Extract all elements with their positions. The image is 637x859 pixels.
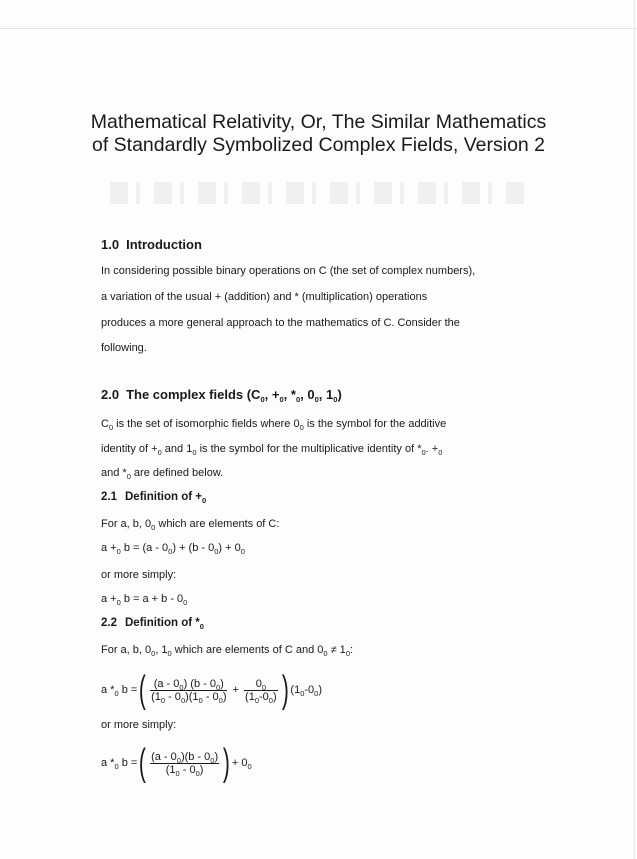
equation-add-long bbox=[101, 542, 245, 554]
t: -0 bbox=[259, 690, 269, 703]
star-symbol: * bbox=[290, 387, 296, 402]
subscript: 0 bbox=[160, 695, 166, 705]
subscript: 0 bbox=[195, 768, 200, 778]
subscript: 0 bbox=[314, 688, 319, 698]
eq-part: b = (a - 0 bbox=[120, 542, 169, 554]
numerator bbox=[150, 751, 219, 764]
section-number: 1.0 bbox=[101, 237, 120, 252]
fraction bbox=[150, 751, 219, 776]
subscript: 0 bbox=[157, 448, 162, 457]
t: )(1 bbox=[185, 690, 199, 703]
eq-part: -0 bbox=[304, 683, 315, 696]
subscript: 0 bbox=[114, 761, 119, 771]
eq-part: a + bbox=[101, 542, 117, 554]
t: ) bbox=[220, 677, 224, 690]
paragraph-line bbox=[101, 517, 279, 531]
text: C bbox=[101, 418, 109, 430]
section-heading-complex-fields bbox=[101, 387, 342, 402]
subscript: 0 bbox=[116, 598, 121, 607]
text: , 1 bbox=[155, 644, 168, 656]
text: are defined below. bbox=[130, 467, 224, 479]
paragraph-line bbox=[101, 643, 353, 657]
left-paren: ( bbox=[139, 742, 147, 784]
punct: , bbox=[300, 387, 304, 402]
one-symbol: 1 bbox=[326, 387, 334, 402]
t: (1 bbox=[165, 763, 176, 776]
subscript: 0 bbox=[198, 695, 203, 705]
eq-part: b = a + b - 0 bbox=[120, 593, 184, 605]
subscript: 0 bbox=[151, 649, 156, 658]
subscript: 0 bbox=[183, 598, 188, 607]
subscript: 0 bbox=[295, 395, 301, 404]
subscript: 0 bbox=[167, 649, 172, 658]
plus-symbol: + bbox=[232, 683, 239, 696]
t: - 0 bbox=[202, 690, 219, 703]
subscript: 0 bbox=[260, 395, 265, 404]
section-number: 2.1 bbox=[101, 491, 117, 503]
eq-part: a * bbox=[101, 683, 115, 696]
eq-part: b = bbox=[118, 683, 138, 696]
subscript: 0 bbox=[175, 768, 180, 778]
t: )(b - 0 bbox=[180, 750, 211, 763]
equation-mult-simple bbox=[101, 742, 252, 784]
subscript: 0 bbox=[261, 682, 266, 692]
fraction bbox=[150, 678, 227, 703]
t: - 0 bbox=[179, 763, 196, 776]
subscript: 0 bbox=[300, 688, 305, 698]
subscript: 0 bbox=[218, 695, 223, 705]
punct: , bbox=[318, 387, 323, 402]
equation-mult-long bbox=[101, 669, 322, 711]
subscript: 0 bbox=[268, 695, 273, 705]
t: (a - 0 bbox=[153, 677, 180, 690]
subscript: 0 bbox=[299, 423, 304, 432]
text: is the symbol for the multiplicative identity of * bbox=[196, 443, 422, 455]
paragraph-line: or more simply: bbox=[101, 569, 177, 581]
section-number: 2.2 bbox=[101, 617, 117, 629]
eq-part: ) + 0 bbox=[218, 542, 241, 554]
right-paren: ) bbox=[223, 742, 230, 784]
subscript: 0 bbox=[333, 395, 338, 404]
paragraph-line: In considering possible binary operations on C (the set of complex numbers), bbox=[101, 265, 476, 277]
paragraph-line: a variation of the usual + (addition) and * (multiplication) operations bbox=[101, 291, 428, 303]
paragraph-line: or more simply: bbox=[101, 719, 177, 731]
section-heading-introduction bbox=[101, 237, 202, 252]
punct: , bbox=[283, 387, 288, 402]
subscript: 0 bbox=[438, 448, 443, 457]
eq-part: ) bbox=[318, 683, 322, 696]
eq-part: (1 bbox=[290, 683, 301, 696]
subscript: 0 bbox=[201, 496, 207, 505]
numerator bbox=[150, 678, 227, 691]
page-top-edge bbox=[0, 28, 637, 29]
paragraph-line: produces a more general approach to the mathematics of C. Consider the bbox=[101, 317, 460, 329]
numerator bbox=[244, 678, 278, 691]
plus-symbol: + bbox=[271, 387, 280, 402]
eq-part: a * bbox=[101, 756, 115, 769]
text: . + bbox=[425, 443, 439, 455]
document-title-line-1: Mathematical Relativity, Or, The Similar Mathematics bbox=[90, 111, 547, 133]
subscript: 0 bbox=[421, 448, 426, 457]
text: which are elements of C and 0 bbox=[171, 644, 324, 656]
eq-part: + 0 bbox=[231, 756, 248, 769]
text: and * bbox=[101, 467, 127, 479]
section-title: Definition of * bbox=[125, 617, 200, 629]
document-title-line-2: of Standardly Symbolized Complex Fields, Version 2 bbox=[91, 134, 546, 156]
right-paren: ) bbox=[281, 669, 289, 711]
denominator bbox=[150, 691, 227, 703]
paragraph-line bbox=[101, 417, 446, 431]
punct: , bbox=[264, 387, 269, 402]
zero-symbol: 0 bbox=[307, 387, 315, 402]
subscript: 0 bbox=[180, 695, 186, 705]
subscript: 0 bbox=[314, 395, 319, 404]
t: ) bbox=[222, 690, 227, 703]
eq-part: a + bbox=[101, 593, 117, 605]
subscript: 0 bbox=[240, 547, 245, 556]
paragraph-line: following. bbox=[101, 342, 147, 354]
subscript: 0 bbox=[323, 649, 328, 658]
section-title: The complex fields (C bbox=[126, 387, 261, 402]
paragraph-line bbox=[101, 466, 223, 480]
paragraph-line bbox=[101, 442, 442, 456]
t: ) bbox=[199, 763, 204, 776]
subscript: 0 bbox=[345, 649, 350, 658]
subscript: 0 bbox=[151, 523, 156, 532]
subscript: 0 bbox=[108, 423, 114, 432]
punct: ) bbox=[337, 387, 342, 402]
fraction bbox=[244, 678, 278, 703]
text: is the symbol for the additive bbox=[303, 418, 447, 430]
subscript: 0 bbox=[192, 448, 197, 457]
t: ) bbox=[214, 750, 219, 763]
section-title: Introduction bbox=[126, 237, 202, 252]
subsection-heading-2-2 bbox=[101, 617, 204, 629]
subscript: 0 bbox=[176, 755, 181, 765]
denominator bbox=[244, 691, 278, 703]
text: identity of + bbox=[101, 443, 158, 455]
eq-part: ) + (b - 0 bbox=[172, 542, 215, 554]
equation-add-simple bbox=[101, 593, 187, 605]
subscript: 0 bbox=[116, 547, 121, 556]
subscript: 0 bbox=[210, 755, 215, 765]
section-title: Definition of + bbox=[125, 491, 202, 503]
section-number: 2.0 bbox=[101, 387, 120, 402]
t: (1 bbox=[151, 690, 161, 703]
text: For a, b, 0 bbox=[101, 644, 152, 656]
text: and 1 bbox=[161, 443, 193, 455]
scan-artifact bbox=[110, 182, 530, 204]
subscript: 0 bbox=[168, 547, 173, 556]
t: 0 bbox=[255, 677, 262, 690]
text: is the set of isomorphic fields where 0 bbox=[113, 418, 300, 430]
subscript: 0 bbox=[247, 761, 252, 771]
subscript: 0 bbox=[254, 695, 259, 705]
t: (1 bbox=[245, 690, 255, 703]
eq-part: b = bbox=[118, 756, 138, 769]
left-paren: ( bbox=[139, 669, 147, 711]
t: - 0 bbox=[165, 690, 181, 703]
text: ≠ 1 bbox=[327, 644, 346, 656]
subscript: 0 bbox=[215, 682, 221, 692]
subsection-heading-2-1 bbox=[101, 491, 206, 503]
t: ) bbox=[272, 690, 277, 703]
subscript: 0 bbox=[279, 395, 284, 404]
subscript: 0 bbox=[179, 682, 184, 692]
subscript: 0 bbox=[126, 472, 131, 481]
text: For a, b, 0 bbox=[101, 518, 152, 530]
text: : bbox=[349, 644, 354, 656]
subscript: 0 bbox=[214, 547, 219, 556]
subscript: 0 bbox=[114, 688, 119, 698]
denominator bbox=[150, 764, 219, 776]
t: (a - 0 bbox=[151, 750, 177, 763]
subscript: 0 bbox=[199, 622, 204, 631]
t: ) (b - 0 bbox=[183, 677, 216, 690]
text: which are elements of C: bbox=[155, 518, 280, 530]
